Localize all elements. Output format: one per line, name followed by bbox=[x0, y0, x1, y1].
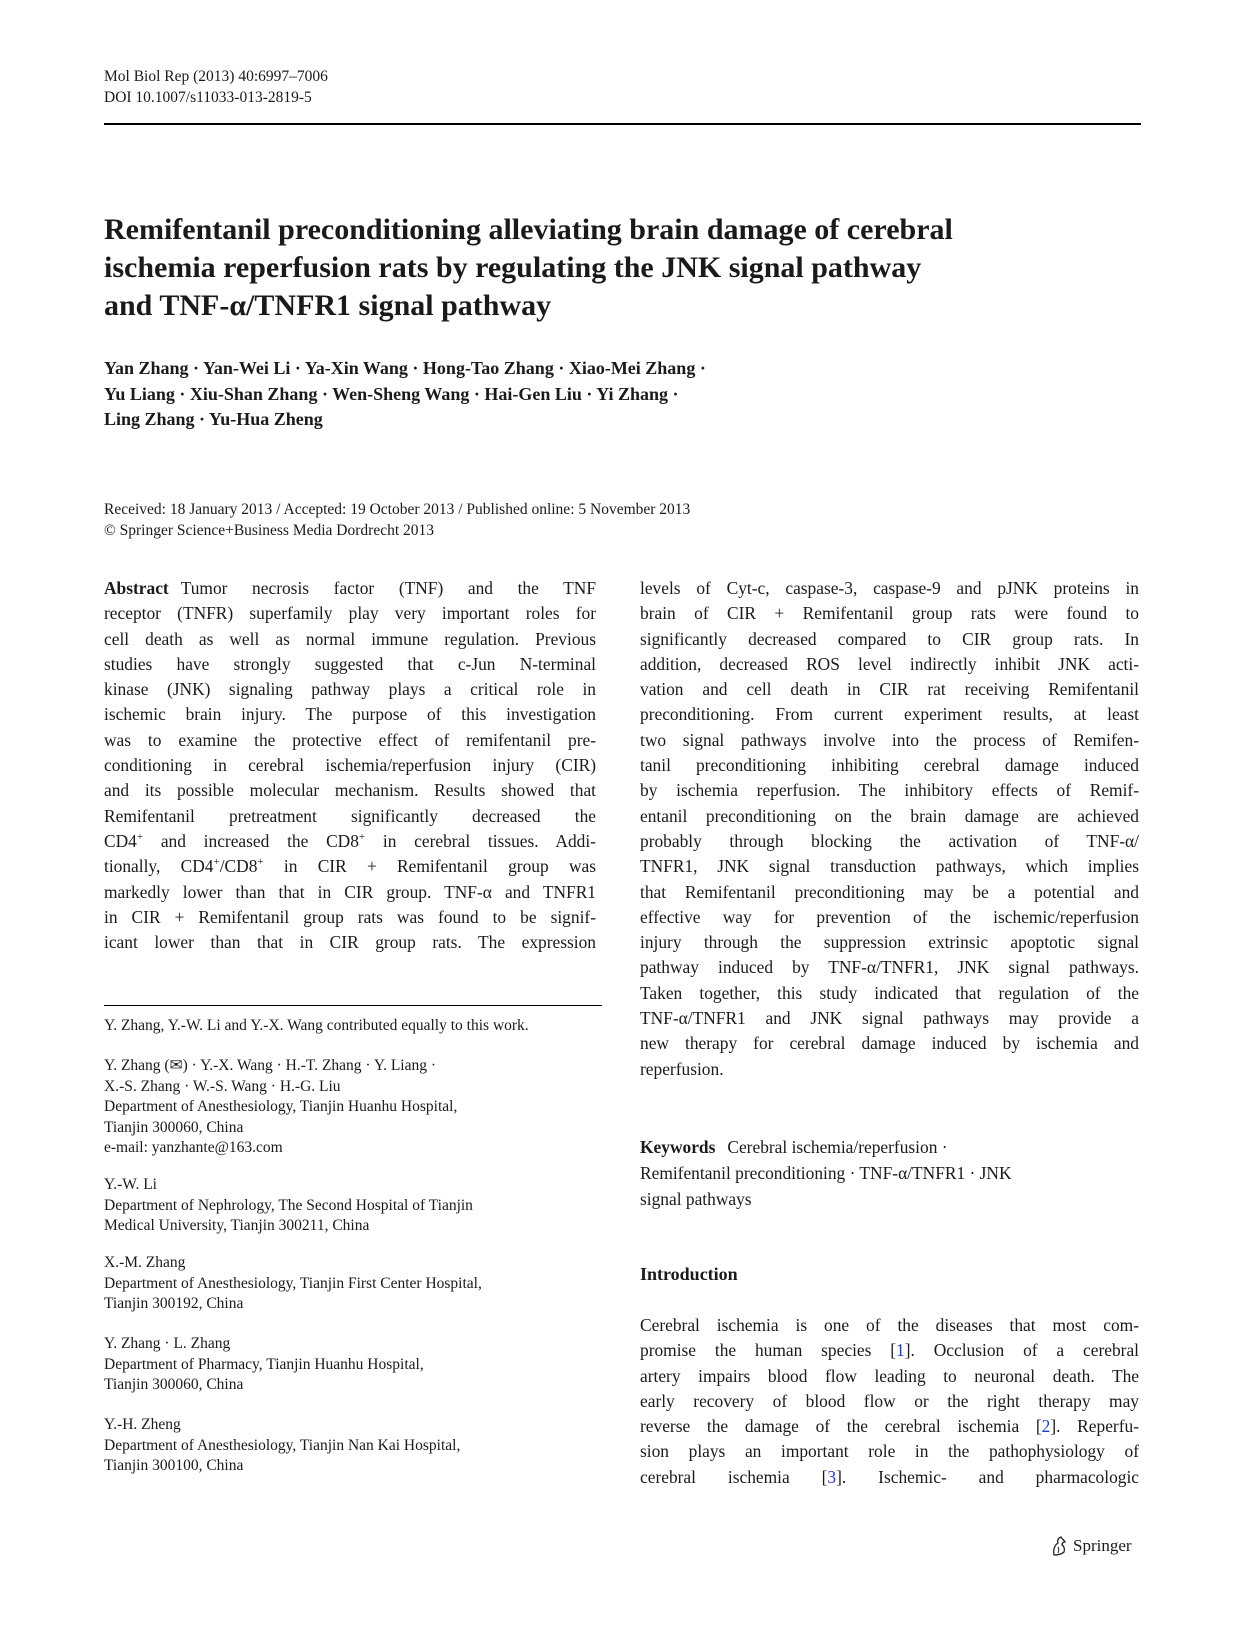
abstract-right-column bbox=[640, 576, 1139, 1082]
abstract-label: Abstract bbox=[104, 578, 169, 598]
journal-citation: Mol Biol Rep (2013) 40:6997–7006 bbox=[104, 68, 328, 85]
abstract-left-column bbox=[104, 576, 596, 955]
abstract-line: injury through the suppression extrinsic apoptotic signal bbox=[640, 932, 1139, 953]
affiliation-block bbox=[104, 1253, 482, 1315]
author-list bbox=[104, 356, 1104, 433]
affiliation-line: Department of Anesthesiology, Tianjin Huanhu Hospital, bbox=[104, 1098, 458, 1115]
affiliation-line: Tianjin 300060, China bbox=[104, 1118, 244, 1136]
author-line: Yan Zhang · Yan-Wei Li · Ya-Xin Wang · Hong-Tao Zhang · Xiao-Mei Zhang · bbox=[104, 358, 706, 378]
affiliation-block bbox=[104, 1334, 424, 1396]
abstract-line: by ischemia reperfusion. The inhibitory effects of Remif- bbox=[640, 780, 1139, 801]
intro-line: cerebral ischemia [3]. Ischemic- and pharmacologic bbox=[640, 1466, 1140, 1487]
abstract-line: tanil preconditioning inhibiting cerebral damage induced bbox=[640, 755, 1139, 776]
keywords bbox=[640, 1134, 1139, 1212]
abstract-line: and its possible molecular mechanism. Results showed that bbox=[104, 780, 596, 801]
intro-line: early recovery of blood flow or the right therapy may bbox=[640, 1390, 1139, 1411]
springer-horse-icon bbox=[1049, 1535, 1069, 1557]
affiliation-line: Department of Nephrology, The Second Hospital of Tianjin bbox=[104, 1196, 473, 1214]
abstract-line: TNF-α/TNFR1 and JNK signal pathways may provide a bbox=[640, 1008, 1139, 1029]
introduction-body bbox=[640, 1313, 1139, 1490]
author-line: Ling Zhang · Yu-Hua Zheng bbox=[104, 409, 323, 429]
title-line: Remifentanil preconditioning alleviating brain damage of cerebral bbox=[104, 213, 953, 246]
equal-contribution-note: Y. Zhang, Y.-W. Li and Y.-X. Wang contributed equally to this work. bbox=[104, 1017, 529, 1034]
abstract-line: cell death as well as normal immune regulation. Previous bbox=[104, 628, 596, 649]
title-line: ischemia reperfusion rats by regulating the JNK signal pathway bbox=[104, 251, 922, 284]
abstract-line: levels of Cyt-c, caspase-3, caspase-9 and pJNK proteins in bbox=[640, 578, 1139, 598]
abstract-line: probably through blocking the activation of TNF-α/ bbox=[640, 830, 1139, 851]
affiliation-line: Y.-W. Li bbox=[104, 1176, 157, 1193]
abstract-line: new therapy for cerebral damage induced by ischemia and bbox=[640, 1033, 1139, 1054]
affiliation-line: Department of Anesthesiology, Tianjin Nan Kai Hospital, bbox=[104, 1436, 461, 1454]
abstract-line: icant lower than that in CIR group rats. The expression bbox=[104, 932, 596, 953]
affiliation-block bbox=[104, 1056, 457, 1159]
keyword-line: Remifentanil preconditioning · TNF-α/TNFR1 · JNK bbox=[640, 1163, 1012, 1183]
affiliation-line: X.-S. Zhang · W.-S. Wang · H.-G. Liu bbox=[104, 1077, 341, 1095]
journal-header bbox=[104, 66, 328, 108]
citation-link[interactable]: 2 bbox=[1041, 1416, 1051, 1437]
intro-line: Cerebral ischemia is one of the diseases that most com- bbox=[640, 1315, 1139, 1335]
abstract-line: Abstract Tumor necrosis factor (TNF) and the TNF bbox=[104, 578, 596, 598]
abstract-line: conditioning in cerebral ischemia/reperfusion injury (CIR) bbox=[104, 755, 596, 776]
email-link[interactable]: e-mail: yanzhante@163.com bbox=[104, 1139, 283, 1156]
abstract-line: Remifentanil pretreatment significantly decreased the bbox=[104, 805, 596, 826]
abstract-line: brain of CIR + Remifentanil group rats were found to bbox=[640, 603, 1139, 624]
abstract-line: ischemic brain injury. The purpose of this investigation bbox=[104, 704, 596, 725]
affiliation-line: Medical University, Tianjin 300211, China bbox=[104, 1217, 370, 1234]
abstract-line: addition, decreased ROS level indirectly inhibit JNK acti- bbox=[640, 653, 1139, 674]
abstract-line: that Remifentanil preconditioning may be a potential and bbox=[640, 881, 1139, 902]
affiliation-line: Department of Anesthesiology, Tianjin First Center Hospital, bbox=[104, 1274, 482, 1292]
abstract-line: two signal pathways involve into the process of Remifen- bbox=[640, 729, 1139, 750]
affiliation-block bbox=[104, 1175, 473, 1237]
title-line: and TNF-α/TNFR1 signal pathway bbox=[104, 289, 552, 322]
abstract-line: significantly decreased compared to CIR group rats. In bbox=[640, 628, 1139, 649]
abstract-line: CD4+ and increased the CD8+ in cerebral tissues. Addi- bbox=[104, 830, 596, 851]
abstract-line: vation and cell death in CIR rat receiving Remifentanil bbox=[640, 679, 1139, 700]
abstract-line: studies have strongly suggested that c-Jun N-terminal bbox=[104, 653, 596, 674]
header-rule bbox=[104, 123, 1141, 125]
article-title bbox=[104, 211, 1064, 325]
intro-line: sion plays an important role in the pathophysiology of bbox=[640, 1441, 1139, 1462]
keyword-line: signal pathways bbox=[640, 1189, 752, 1209]
citation-link[interactable]: 1 bbox=[896, 1340, 905, 1361]
affiliation-block bbox=[104, 1415, 460, 1477]
abstract-line: receptor (TNFR) superfamily play very important roles for bbox=[104, 603, 596, 624]
publisher-logo bbox=[1049, 1535, 1132, 1557]
publication-history bbox=[104, 500, 690, 541]
affiliation-line: X.-M. Zhang bbox=[104, 1254, 186, 1271]
abstract-line: Taken together, this study indicated that regulation of the bbox=[640, 982, 1139, 1003]
affiliation-line: Department of Pharmacy, Tianjin Huanhu Hospital, bbox=[104, 1355, 424, 1373]
abstract-line: preconditioning. From current experiment results, at least bbox=[640, 704, 1139, 725]
affiliation-line: Tianjin 300192, China bbox=[104, 1295, 244, 1312]
affiliation-line: Tianjin 300060, China bbox=[104, 1376, 244, 1393]
affiliation-line: Y.-H. Zheng bbox=[104, 1416, 181, 1433]
intro-line: promise the human species [1]. Occlusion of a cerebral bbox=[640, 1340, 1139, 1361]
intro-line: reverse the damage of the cerebral ischemia [2]. Reperfu- bbox=[640, 1416, 1139, 1437]
abstract-line: pathway induced by TNF-α/TNFR1, JNK signal pathways. bbox=[640, 957, 1139, 978]
abstract-line: markedly lower than that in CIR group. TNF-α and TNFR1 bbox=[104, 881, 596, 902]
publisher-name: Springer bbox=[1073, 1536, 1132, 1555]
abstract-line: entanil preconditioning on the brain damage are achieved bbox=[640, 805, 1139, 826]
author-line: Yu Liang · Xiu-Shan Zhang · Wen-Sheng Wang · Hai-Gen Liu · Yi Zhang · bbox=[104, 383, 679, 404]
copyright: © Springer Science+Business Media Dordrecht 2013 bbox=[104, 521, 435, 539]
abstract-line: effective way for prevention of the ischemic/reperfusion bbox=[640, 906, 1139, 927]
intro-line: artery impairs blood flow leading to neuronal death. The bbox=[640, 1365, 1139, 1386]
affiliation-line: Y. Zhang (✉) · Y.-X. Wang · H.-T. Zhang · Y. Liang · bbox=[104, 1057, 437, 1074]
section-heading: Introduction bbox=[640, 1264, 738, 1284]
affiliation-line: Y. Zhang · L. Zhang bbox=[104, 1335, 231, 1352]
abstract-line: tionally, CD4+/CD8+ in CIR + Remifentanil group was bbox=[104, 856, 596, 877]
keywords-label: Keywords bbox=[640, 1137, 716, 1157]
abstract-line: in CIR + Remifentanil group rats was found to be signif- bbox=[104, 906, 596, 927]
abstract-line: kinase (JNK) signaling pathway plays a critical role in bbox=[104, 679, 596, 700]
history-dates: Received: 18 January 2013 / Accepted: 19 October 2013 / Published online: 5 November 2013 bbox=[104, 501, 691, 518]
abstract-line: was to examine the protective effect of remifentanil pre- bbox=[104, 729, 596, 750]
citation-link[interactable]: 3 bbox=[827, 1466, 837, 1487]
footnote-rule bbox=[104, 1005, 602, 1006]
abstract-line: reperfusion. bbox=[640, 1058, 724, 1079]
doi: DOI 10.1007/s11033-013-2819-5 bbox=[104, 89, 312, 106]
abstract-line: TNFR1, JNK signal transduction pathways, which implies bbox=[640, 856, 1139, 877]
keyword-line: Cerebral ischemia/reperfusion · bbox=[727, 1137, 948, 1157]
affiliation-line: Tianjin 300100, China bbox=[104, 1457, 244, 1474]
